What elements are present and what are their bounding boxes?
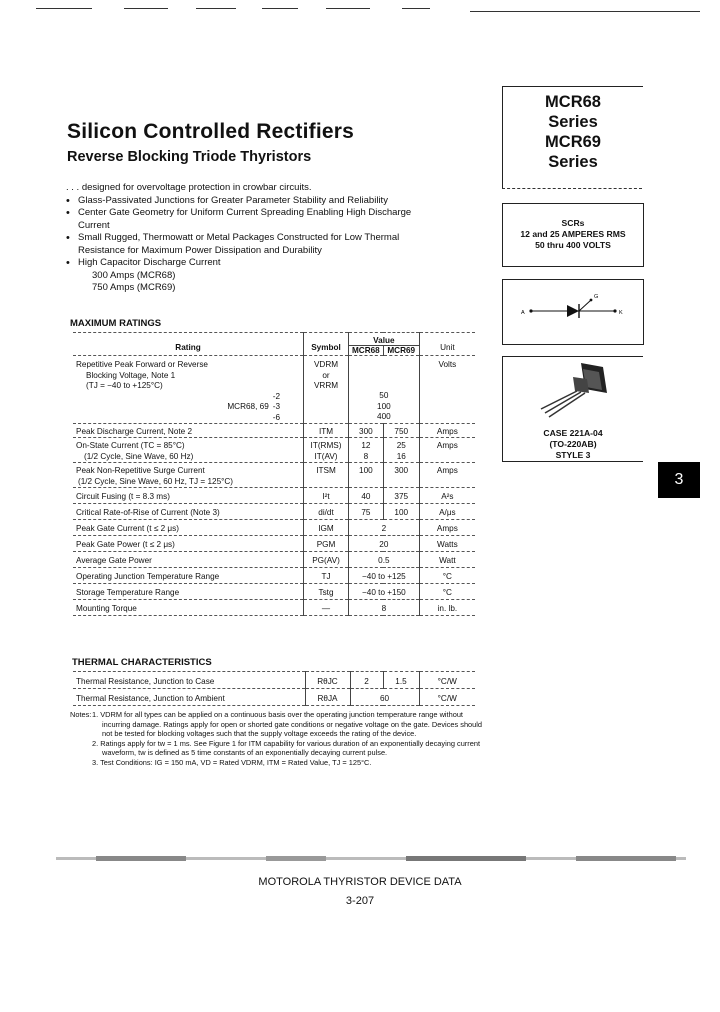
rating-cell bbox=[73, 438, 304, 463]
table-row bbox=[73, 438, 475, 463]
value-cell bbox=[348, 356, 419, 424]
symbol-cell: PGM bbox=[304, 536, 349, 552]
bullet-continuation: Resistance for Maximum Power Dissipation and Durability bbox=[78, 244, 322, 256]
unit-cell: A/μs bbox=[419, 504, 475, 520]
rating-cell: Storage Temperature Range bbox=[76, 588, 180, 597]
to220-package-icon bbox=[503, 357, 643, 421]
value-cell bbox=[348, 438, 383, 463]
table-row bbox=[73, 356, 475, 424]
unit-cell: Amps bbox=[419, 463, 475, 488]
value-cell: 2 bbox=[350, 672, 383, 689]
scr-current: 12 and 25 AMPERES RMS bbox=[520, 229, 626, 239]
symbol-cell: RθJC bbox=[305, 672, 350, 689]
intro-text bbox=[66, 182, 476, 295]
symbol-cell: ITM bbox=[304, 424, 349, 438]
symbol-cell: IGM bbox=[304, 520, 349, 536]
series-label: Series bbox=[548, 113, 598, 131]
value-cell: −40 to +150 bbox=[348, 584, 419, 600]
symbol-text: IT(RMS) bbox=[310, 441, 342, 450]
rating-cell: Peak Discharge Current, Note 2 bbox=[76, 427, 193, 436]
value-cell: 40 bbox=[348, 488, 383, 504]
value-cell: 300 bbox=[348, 424, 383, 438]
scr-box bbox=[502, 203, 644, 267]
package-name: (TO-220AB) bbox=[549, 439, 597, 449]
symbol-box bbox=[502, 279, 644, 345]
rating-cell: Average Gate Power bbox=[76, 556, 152, 565]
value-cell: −40 to +125 bbox=[348, 568, 419, 584]
scan-line bbox=[402, 8, 430, 9]
unit-cell: Amps bbox=[419, 424, 475, 438]
page-subtitle: Reverse Blocking Triode Thyristors bbox=[67, 149, 312, 165]
unit-cell: °C bbox=[419, 568, 475, 584]
bullet-subitem: 750 Amps (MCR69) bbox=[92, 282, 176, 293]
rating-text: (TJ = −40 to +125°C) bbox=[86, 381, 163, 390]
unit-cell: Amps bbox=[419, 520, 475, 536]
note-item: 3. Test Conditions: IG = 150 mA, VD = Rated VDRM, ITM = Rated Value, TJ = 125°C. bbox=[92, 757, 372, 767]
scr-label: SCRs bbox=[561, 218, 585, 228]
rating-text: Repetitive Peak Forward or Reverse bbox=[76, 360, 208, 369]
bullet-continuation: Current bbox=[78, 219, 110, 231]
table-row bbox=[73, 568, 475, 584]
symbol-cell: TJ bbox=[304, 568, 349, 584]
table-row bbox=[73, 584, 475, 600]
symbol-cell: I²t bbox=[304, 488, 349, 504]
rating-cell: Peak Gate Power (t ≤ 2 μs) bbox=[76, 540, 175, 549]
header-mcr68: MCR68 bbox=[348, 346, 383, 356]
table-row bbox=[73, 463, 475, 488]
value-cell: 100 bbox=[383, 504, 419, 520]
rating-cell: Circuit Fusing (t = 8.3 ms) bbox=[76, 492, 170, 501]
rating-cell: Peak Gate Current (t ≤ 2 μs) bbox=[76, 524, 179, 533]
scan-line bbox=[470, 11, 700, 12]
rating-cell: Critical Rate-of-Rise of Current (Note 3) bbox=[76, 508, 220, 517]
notes bbox=[70, 710, 484, 768]
divider bbox=[502, 188, 642, 189]
anode-label: A bbox=[521, 310, 525, 316]
value-cell: 1.5 bbox=[383, 672, 419, 689]
unit-cell: Watts bbox=[419, 536, 475, 552]
page-number: 3-207 bbox=[345, 895, 375, 907]
value-cell: 100 bbox=[348, 463, 383, 488]
value-text: 50 bbox=[379, 391, 389, 400]
header-unit: Unit bbox=[419, 333, 475, 356]
page-title: Silicon Controlled Rectifiers bbox=[67, 120, 355, 143]
table-row bbox=[73, 552, 475, 568]
header-value: Value bbox=[348, 333, 419, 346]
scan-line bbox=[262, 8, 298, 9]
symbol-cell bbox=[304, 356, 349, 424]
symbol-cell: RθJA bbox=[305, 689, 350, 706]
header-symbol: Symbol bbox=[304, 333, 349, 356]
suffix: -3 bbox=[272, 402, 281, 411]
symbol-cell: PG(AV) bbox=[304, 552, 349, 568]
suffix: -2 bbox=[272, 391, 281, 401]
rating-cell: Thermal Resistance, Junction to Ambient bbox=[76, 694, 225, 703]
max-ratings-table bbox=[73, 332, 475, 616]
unit-cell: °C/W bbox=[419, 672, 475, 689]
scr-symbol-icon bbox=[503, 280, 643, 344]
unit-cell: in. lb. bbox=[419, 600, 475, 616]
footer-title: MOTOROLA THYRISTOR DEVICE DATA bbox=[258, 876, 462, 888]
unit-cell: Volts bbox=[419, 356, 475, 424]
series-label: MCR68 bbox=[545, 93, 601, 111]
table-row bbox=[73, 689, 475, 706]
scan-line bbox=[124, 8, 168, 9]
package-box bbox=[502, 356, 643, 462]
value-text: 25 bbox=[396, 441, 406, 450]
scan-noise-strip bbox=[56, 854, 686, 864]
table-row bbox=[73, 536, 475, 552]
value-text: 8 bbox=[363, 451, 369, 461]
scan-line bbox=[196, 8, 236, 9]
symbol-cell bbox=[304, 438, 349, 463]
unit-cell: Watt bbox=[419, 552, 475, 568]
bullet-item: • Small Rugged, Thermowatt or Metal Packages Constructed for Low Thermal bbox=[66, 232, 476, 245]
value-cell: 20 bbox=[348, 536, 419, 552]
rating-cell: Operating Junction Temperature Range bbox=[76, 572, 220, 581]
header-rating: Rating bbox=[175, 343, 201, 352]
note-item: 2. Ratings apply for tw = 1 ms. See Figure 1 for ITM capability for various duration of an exponentially decaying current waveform, tw is defined as 5 time constants of an exponentially decaying current pulse. bbox=[92, 738, 480, 758]
thermal-heading: THERMAL CHARACTERISTICS bbox=[72, 657, 212, 668]
value-cell: 2 bbox=[348, 520, 419, 536]
device-label: MCR68, 69 bbox=[227, 401, 269, 411]
symbol-text: VDRM bbox=[313, 360, 339, 369]
scan-line bbox=[326, 8, 370, 9]
bullet-item: • High Capacitor Discharge Current bbox=[66, 257, 476, 270]
value-cell: 300 bbox=[383, 463, 419, 488]
value-cell: 750 bbox=[383, 424, 419, 438]
value-cell: 75 bbox=[348, 504, 383, 520]
rating-text: Peak Non-Repetitive Surge Current bbox=[76, 466, 205, 475]
table-row bbox=[73, 600, 475, 616]
table-row bbox=[73, 520, 475, 536]
unit-cell: Amps bbox=[419, 438, 475, 463]
section-tab: 3 bbox=[658, 462, 700, 498]
scr-voltage: 50 thru 400 VOLTS bbox=[535, 240, 611, 250]
table-row bbox=[73, 424, 475, 438]
rating-text: (1/2 Cycle, Sine Wave, 60 Hz) bbox=[84, 451, 194, 461]
series-label: MCR69 bbox=[545, 133, 601, 151]
symbol-text: or bbox=[322, 370, 330, 380]
note-item: 1. VDRM for all types can be applied on a continuous basis over the operating junction temperature range without incurring damage. Ratings apply for open or shorted gate conditions or negative voltage on the gate. Devices should not be tested for blocking voltages such that the supply voltage exceeds the rating of the device. bbox=[92, 710, 483, 739]
symbol-text: IT(AV) bbox=[314, 451, 338, 461]
rating-text: On-State Current (TC = 85°C) bbox=[76, 441, 185, 450]
rating-cell: Thermal Resistance, Junction to Case bbox=[76, 677, 215, 686]
unit-cell: A²s bbox=[419, 488, 475, 504]
unit-cell: °C bbox=[419, 584, 475, 600]
value-cell: 0.5 bbox=[348, 552, 419, 568]
rating-cell bbox=[73, 356, 304, 424]
rating-cell bbox=[73, 463, 304, 488]
symbol-text: VRRM bbox=[313, 381, 339, 390]
case-number: CASE 221A-04 bbox=[543, 428, 603, 438]
value-text: 100 bbox=[377, 401, 391, 411]
symbol-cell: ITSM bbox=[304, 463, 349, 488]
series-label: Series bbox=[548, 153, 598, 171]
package-style: STYLE 3 bbox=[555, 450, 591, 460]
table-row bbox=[73, 672, 475, 689]
symbol-cell: di/dt bbox=[304, 504, 349, 520]
value-cell: 375 bbox=[383, 488, 419, 504]
value-cell: 60 bbox=[350, 689, 419, 706]
value-text: 400 bbox=[377, 412, 391, 421]
scan-line bbox=[36, 8, 92, 9]
unit-cell: °C/W bbox=[419, 689, 475, 706]
table-row bbox=[73, 488, 475, 504]
header-mcr69: MCR69 bbox=[383, 346, 419, 356]
intro-lead: . . . designed for overvoltage protection in crowbar circuits. bbox=[66, 182, 312, 193]
symbol-cell: Tstg bbox=[304, 584, 349, 600]
max-ratings-heading: MAXIMUM RATINGS bbox=[70, 318, 162, 329]
notes-label: Notes: bbox=[70, 710, 92, 719]
rating-cell: Mounting Torque bbox=[76, 604, 137, 613]
bullet-subitem: 300 Amps (MCR68) bbox=[92, 269, 176, 281]
value-text: 12 bbox=[361, 441, 371, 450]
cathode-label: K bbox=[619, 310, 623, 316]
series-box bbox=[502, 86, 643, 189]
value-cell: 8 bbox=[348, 600, 419, 616]
value-text: 16 bbox=[396, 451, 406, 461]
rating-text: (1/2 Cycle, Sine Wave, 60 Hz, TJ = 125°C) bbox=[78, 476, 234, 486]
suffix: -6 bbox=[272, 412, 281, 422]
rating-text: Blocking Voltage, Note 1 bbox=[86, 370, 176, 380]
bullet-item: • Glass-Passivated Junctions for Greater Parameter Stability and Reliability bbox=[66, 195, 476, 208]
thermal-table bbox=[73, 671, 475, 706]
value-cell bbox=[383, 438, 419, 463]
gate-label: G bbox=[594, 294, 599, 300]
table-header-row bbox=[73, 333, 475, 346]
bullet-item: • Center Gate Geometry for Uniform Current Spreading Enabling High Discharge bbox=[66, 207, 476, 220]
table-row bbox=[73, 504, 475, 520]
symbol-cell: — bbox=[304, 600, 349, 616]
